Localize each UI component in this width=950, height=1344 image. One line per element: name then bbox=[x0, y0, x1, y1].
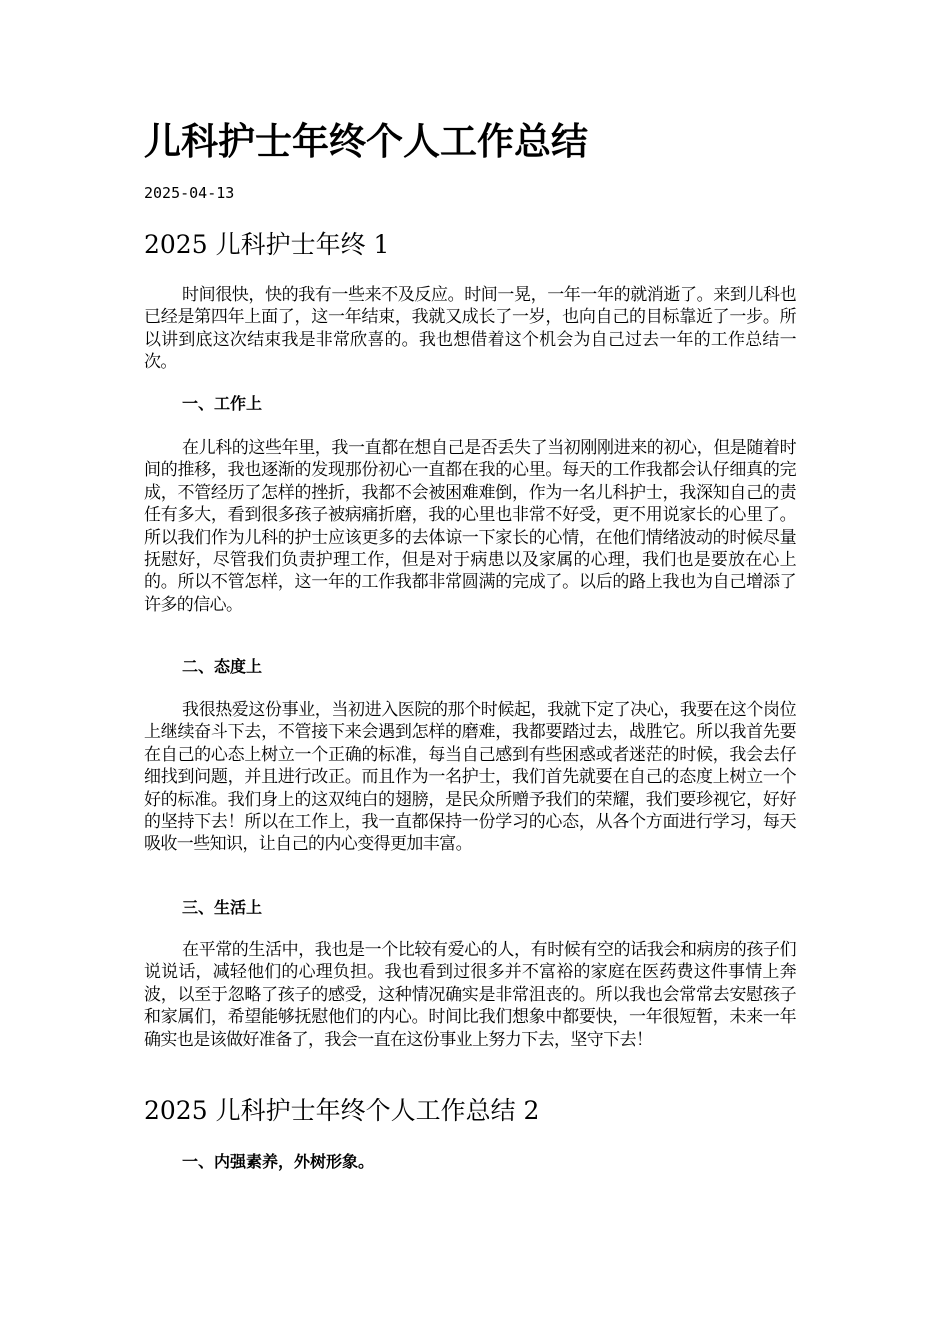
section-2-heading: 2025 儿科护士年终个人工作总结 2 bbox=[144, 1096, 540, 1125]
section-1-intro-paragraph: 时间很快，快的我有一些来不及反应。时间一晃，一年一年的就消逝了。来到儿科也已经是第四年上面了，这一年结束，我就又成长了一岁，也向自己的目标靠近了一步。所以讲到底这次结束我是非常欣喜的。我也想借着这个机会为自己过去一年的工作总结一次。 bbox=[144, 285, 796, 373]
section-1-work-paragraph: 在儿科的这些年里，我一直都在想自己是否丢失了当初刚刚进来的初心，但是随着时间的推移，我也逐渐的发现那份初心一直都在我的心里。每天的工作我都会认仔细真的完成，不管经历了怎样的挫折，我都不会被困难难倒，作为一名儿科护士，我深知自己的责任有多大，看到很多孩子被病痛折磨，我的心里也非常不好受，更不用说家长的心里了。所以我们作为儿科的护士应该更多的去体谅一下家长的心情，在他们情绪波动的时候尽量抚慰好，尽管我们负责护理工作，但是对于病患以及家属的心理，我们也是要放在心上的。所以不管怎样，这一年的工作我都非常圆满的完成了。以后的路上我也为自己增添了许多的信心。 bbox=[144, 438, 796, 615]
section-1-subheading-work: 一、工作上 bbox=[182, 394, 263, 413]
section-1-subheading-life: 三、生活上 bbox=[182, 898, 263, 917]
section-1-heading: 2025 儿科护士年终 1 bbox=[144, 230, 390, 259]
section-1-life-paragraph: 在平常的生活中，我也是一个比较有爱心的人，有时候有空的话我会和病房的孩子们说说话，减轻他们的心理负担。我也看到过很多并不富裕的家庭在医药费这件事情上奔波，以至于忽略了孩子的感受，这种情况确实是非常沮丧的。所以我也会常常去安慰孩子和家属们，希望能够抚慰他们的内心。时间比我们想象中都要快，一年很短暂，未来一年确实也是该做好准备了，我会一直在这份事业上努力下去，坚守下去！ bbox=[144, 940, 796, 1050]
section-1-subheading-attitude: 二、态度上 bbox=[182, 657, 263, 676]
section-1-attitude-paragraph: 我很热爱这份事业，当初进入医院的那个时候起，我就下定了决心，我要在这个岗位上继续奋斗下去，不管接下来会遇到怎样的磨难，我都要踏过去，战胜它。所以我首先要在自己的心态上树立一个正确的标准，每当自己感到有些困惑或者迷茫的时候，我会去仔细找到问题，并且进行改正。而且作为一名护士，我们首先就要在自己的态度上树立一个好的标准。我们身上的这双纯白的翅膀，是民众所赠予我们的荣耀，我们要珍视它，好好的坚持下去！所以在工作上，我一直都保持一份学习的心态，从各个方面进行学习，每天吸收一些知识，让自己的内心变得更加丰富。 bbox=[144, 700, 796, 855]
section-2-subheading-1: 一、内强素养，外树形象。 bbox=[182, 1152, 375, 1171]
document-date: 2025-04-13 bbox=[144, 184, 235, 202]
document-title: 儿科护士年终个人工作总结 bbox=[144, 119, 588, 163]
